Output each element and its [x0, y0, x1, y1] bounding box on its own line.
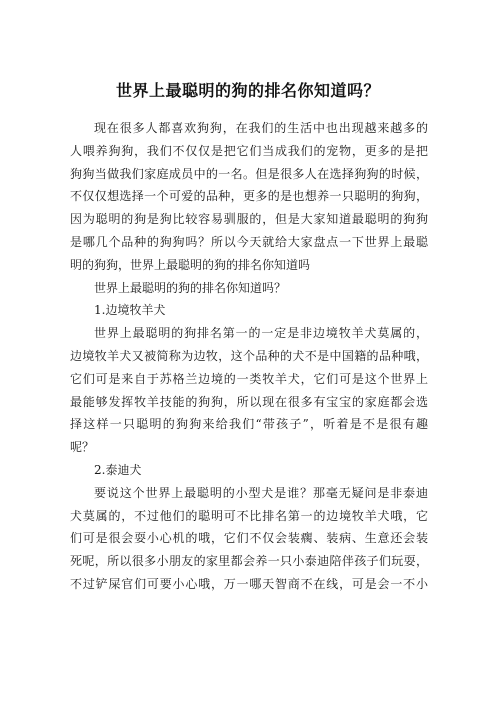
text-line: 因为聪明的狗是狗比较容易驯服的，但是大家知道最聪明的狗狗	[70, 212, 428, 227]
text-line: 边境牧羊犬又被简称为边牧，这个品种的犬不是中国籍的品种哦，	[70, 348, 428, 363]
page-title: 世界上最聪明的狗的排名你知道吗？	[115, 81, 380, 100]
section-heading-teddy: 2.泰迪犬	[94, 462, 142, 477]
article-body	[70, 117, 428, 596]
text-line: 它们可是来自于苏格兰边境的一类牧羊犬，它们可是这个世界上	[70, 371, 428, 386]
text-line: 最能够发挥牧羊技能的狗狗，所以现在很多有宝宝的家庭都会选	[70, 394, 428, 409]
text-line: 不过铲屎官们可要小心哦，万一哪天智商不在线，可是会一不小	[70, 576, 428, 591]
text-line: 是哪几个品种的狗狗吗？所以今天就给大家盘点一下世界上最聪	[70, 234, 428, 249]
text-line: 现在很多人都喜欢狗狗，在我们的生活中也出现越来越多的	[94, 121, 428, 135]
text-line: 择这样一只聪明的狗狗来给我们“带孩子”，听着是不是很有趣	[70, 417, 428, 432]
intro-paragraph	[70, 117, 428, 277]
text-line: 狗狗当做我们家庭成员中的一名。但是很多人在选择狗狗的时候，	[70, 166, 428, 181]
text-line: 要说这个世界上最聪明的小型犬是谁？那毫无疑问是非泰迪	[94, 485, 428, 500]
text-line: 呢？	[70, 440, 95, 455]
text-line: 明的狗狗，世界上最聪明的狗的排名你知道吗	[70, 257, 311, 272]
text-line: 不仅仅想选择一个可爱的品种，更多的是也想养一只聪明的狗狗，	[70, 189, 428, 204]
text-line: 世界上最聪明的狗排名第一的一定是非边境牧羊犬莫属的，	[94, 326, 428, 341]
question-line: 世界上最聪明的狗的排名你知道吗？	[94, 280, 287, 295]
text-line: 死呢，所以很多小朋友的家里都会养一只小泰迪陪伴孩子们玩耍，	[70, 554, 428, 569]
text-line: 犬莫属的，不过他们的聪明可不比排名第一的边境牧羊犬哦，它	[70, 508, 428, 523]
teddy-paragraph	[70, 482, 428, 596]
text-line: 人喂养狗狗，我们不仅仅是把它们当成我们的宠物，更多的是把	[70, 143, 428, 158]
text-line: 们可是很会耍小心机的哦，它们不仅会装瘸、装病、生意还会装	[70, 531, 428, 546]
section-heading-border-collie: 1.边境牧羊犬	[94, 303, 166, 318]
border-collie-paragraph	[70, 322, 428, 459]
